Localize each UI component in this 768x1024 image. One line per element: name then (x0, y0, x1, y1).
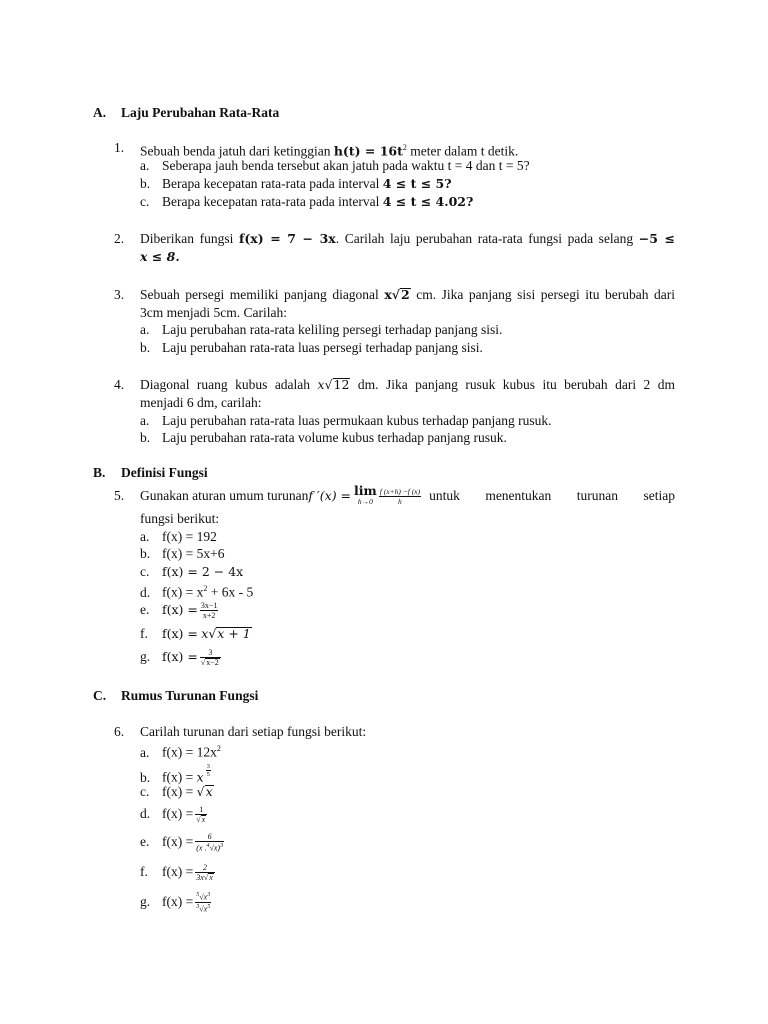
sub-exponent: 2 (216, 744, 221, 753)
sub-exp-fraction (206, 763, 211, 778)
q5-a (140, 529, 217, 545)
q5-limit (354, 485, 377, 507)
sub-letter: a. (140, 158, 150, 173)
sub-text: f(x) = 192 (162, 529, 217, 544)
sub-text: f(x) = (162, 864, 194, 879)
q2-line2 (140, 249, 180, 265)
frac-den-wrap: (x .$^4$√x)$^3$ (196, 842, 224, 853)
q3-diagonal: x√2 (384, 287, 410, 302)
section-a-heading (93, 105, 279, 121)
q2-math1: −5 ≤ (638, 231, 676, 246)
sub-math: f(x) = 2 − 4x (162, 564, 244, 579)
q6-number: 6. (114, 724, 125, 739)
sub-x: x (196, 769, 204, 785)
q2-number: 2. (114, 231, 125, 246)
num-exponent: 3 (207, 891, 211, 898)
sub-text: f(x) = (162, 649, 198, 664)
frac-den: x−2 (206, 657, 219, 667)
frac-den-wrap: 3x√x (196, 872, 213, 882)
frac-num: 3 (200, 648, 221, 658)
sub-fraction (200, 601, 219, 620)
num-root-index: 5 (196, 891, 200, 898)
frac-num-wrap: $^5√x^3$ (196, 891, 211, 902)
section-letter: B. (93, 465, 106, 480)
sub-fraction (195, 863, 215, 882)
root-index: 4 (206, 842, 210, 849)
sub-text: f(x) = (162, 769, 194, 785)
frac-den: x+2 (202, 610, 216, 620)
section-b-heading (93, 465, 208, 481)
sub-math: 4 ≤ t ≤ 4.02? (382, 194, 474, 209)
sub-text: f(x) = 5x+6 (162, 546, 225, 561)
den-exponent: 3 (220, 842, 224, 849)
section-title: Rumus Turunan Fungsi (121, 688, 259, 703)
q6-text: Carilah turunan dari setiap fungsi berikut: (140, 724, 367, 739)
section-letter: A. (93, 105, 107, 120)
q1-pre: Sebuah benda jatuh dari ketinggian (140, 143, 331, 159)
q3-pre: Sebuah persegi memiliki panjang diagonal (140, 287, 379, 302)
q5-lim: lim (354, 483, 377, 498)
section-letter: C. (93, 688, 107, 703)
sub-exponent: 2 (203, 584, 208, 593)
q5-frac-num: f (x+h) −f (x) (379, 486, 421, 496)
q3-post: cm. Jika panjang sisi persegi itu berubah dari (416, 287, 676, 302)
q1-c (140, 194, 473, 210)
frac-den-wrap: √x−2 (200, 657, 219, 667)
q4-diag-radicand: 12 (333, 377, 350, 392)
frac-den-wrap: $^3√x^5$ (196, 903, 211, 914)
q5-post-wrap (429, 488, 675, 504)
q5-b (140, 546, 224, 562)
sub-letter: b. (140, 176, 151, 191)
q5-fprime: f ′(x) = (308, 488, 352, 503)
sub-text: f(x) = 12x (162, 744, 217, 760)
q2-math2: x ≤ 8. (140, 249, 180, 264)
sub-text: Laju perubahan rata-rata keliling persegi terhadap panjang sisi. (162, 322, 503, 337)
q5-pre: Gunakan aturan umum turunan (140, 488, 309, 503)
q1-a (140, 158, 530, 174)
exp-den: 5 (206, 771, 210, 778)
q3-b (140, 340, 483, 356)
q6-a (140, 741, 221, 761)
q6-g (140, 887, 213, 917)
sub-fraction (200, 648, 221, 667)
sub-x: x (201, 626, 209, 641)
q1-number: 1. (114, 140, 125, 155)
frac-num: 1 (195, 805, 207, 815)
sub-fraction (195, 832, 224, 853)
sub-letter: c. (140, 564, 150, 579)
sub-radicand: x (205, 784, 213, 799)
q3-line1 (140, 287, 675, 303)
q3-number: 3. (114, 287, 125, 302)
sub-letter: a. (140, 322, 150, 337)
q4-line1 (140, 377, 675, 393)
sub-fraction (195, 891, 211, 913)
q6-f (140, 860, 217, 884)
section-c-heading (93, 688, 258, 704)
sub-letter: f. (140, 864, 148, 879)
frac-den-wrap: √x (196, 814, 206, 824)
q1-formula: h(t) = 16t (333, 143, 403, 159)
sub-letter: b. (140, 546, 151, 561)
q5-d (140, 581, 253, 601)
sub-text: Berapa kecepatan rata-rata pada interval (162, 176, 380, 191)
q5-c (140, 564, 243, 580)
den-root-index: 3 (196, 903, 200, 910)
sub-letter: d. (140, 806, 151, 821)
q5-e (140, 599, 220, 621)
q5-number: 5. (114, 488, 125, 503)
den-exponent: 5 (207, 903, 211, 910)
q4-diag-x: x (317, 377, 325, 392)
q5-definition (308, 485, 423, 507)
sub-text: f(x) = (162, 784, 194, 799)
q6-c: c. f(x) = √x (140, 784, 213, 799)
sub-letter: g. (140, 894, 151, 909)
q3-line2: 3cm menjadi 5cm. Carilah: (140, 305, 287, 320)
sub-text: Laju perubahan rata-rata volume kubus terhadap panjang rusuk. (162, 430, 507, 445)
sub-text: f(x) = (162, 806, 194, 821)
sub-text: f(x) = (162, 834, 194, 849)
q2-line1 (140, 231, 675, 247)
q3-diag-radicand: 2 (401, 287, 410, 302)
section-title: Definisi Fungsi (121, 465, 208, 480)
q4-a (140, 413, 551, 429)
frac-den: x (203, 904, 208, 914)
frac-den-part1: (x . (196, 843, 207, 853)
q3-diag-x: x (384, 287, 392, 302)
q5-fraction (379, 487, 421, 506)
sub-letter: f. (140, 626, 148, 641)
q1-b (140, 176, 452, 192)
sub-text: f(x) = x (162, 584, 204, 600)
sub-text: f(x) = (162, 602, 198, 617)
sub-letter: b. (140, 340, 151, 355)
q6-d (140, 803, 209, 825)
sub-fraction (195, 805, 207, 824)
sub-letter: b. (140, 769, 151, 785)
frac-den-part1: 3x (196, 872, 204, 882)
sub-letter: b. (140, 430, 151, 445)
q4-diagonal: x√12 (317, 377, 350, 392)
q4-line2: menjadi 6 dm, carilah: (140, 395, 262, 410)
q5-post: untuk menentukan turunan setiap (429, 488, 675, 503)
sub-text: Berapa kecepatan rata-rata pada interval (162, 194, 380, 209)
sub-letter: a. (140, 413, 150, 428)
exp-num: 3 (206, 763, 210, 770)
sub-text: f(x) = (162, 894, 194, 909)
frac-den: x (201, 814, 206, 824)
q4-pre: Diagonal ruang kubus adalah (140, 377, 311, 392)
q6-e (140, 828, 226, 856)
sub-letter: a. (140, 529, 150, 544)
sub-text: Laju perubahan rata-rata luas permukaan kubus terhadap panjang rusuk. (162, 413, 552, 428)
q6-b (140, 763, 213, 786)
frac-num: 6 (195, 832, 224, 842)
q3-a (140, 322, 502, 338)
sub-letter: e. (140, 834, 150, 849)
frac-num: 2 (195, 863, 215, 873)
q5-lim-sub: h→0 (357, 497, 373, 506)
q4-b (140, 430, 507, 446)
sub-letter: g. (140, 649, 151, 664)
q5-line1 (140, 480, 675, 512)
sub-letter: d. (140, 584, 151, 600)
q2-formula: f(x) = 7 − 3x (238, 231, 336, 246)
sub-text: Laju perubahan rata-rata luas persegi terhadap panjang sisi. (162, 340, 483, 355)
sub-math: 4 ≤ t ≤ 5? (382, 176, 452, 191)
section-title: Laju Perubahan Rata-Rata (121, 105, 280, 120)
sub-letter: c. (140, 784, 150, 799)
q1-post: meter dalam t detik. (410, 143, 519, 159)
q1-text (140, 140, 518, 160)
q5-line2: fungsi berikut: (140, 511, 220, 526)
sub-text: Seberapa jauh benda tersebut akan jatuh pada waktu t = 4 dan t = 5? (162, 158, 530, 173)
q5-g (140, 645, 223, 669)
q4-number: 4. (114, 377, 125, 392)
q2-mid: . Carilah laju perubahan rata-rata fungsi pada selang (335, 231, 634, 246)
q5-frac-den: h (398, 496, 402, 506)
q1-exponent: 2 (402, 143, 407, 152)
q4-post: dm. Jika panjang rusuk kubus itu berubah dari 2 dm (357, 377, 675, 392)
frac-num: x (203, 892, 208, 902)
sub-rest: + 6x - 5 (207, 584, 254, 600)
sub-text: f(x) = (162, 626, 198, 641)
sub-letter: e. (140, 602, 150, 617)
frac-den-part2: x (209, 872, 213, 882)
sub-letter: a. (140, 744, 150, 760)
q2-pre: Diberikan fungsi (140, 231, 234, 246)
frac-den-part2: x) (213, 843, 221, 853)
sub-radicand: x + 1 (217, 626, 251, 641)
frac-num: 3x−1 (200, 600, 218, 610)
sub-letter: c. (140, 194, 150, 209)
q5-f: f. f(x) = x√x + 1 (140, 626, 251, 641)
